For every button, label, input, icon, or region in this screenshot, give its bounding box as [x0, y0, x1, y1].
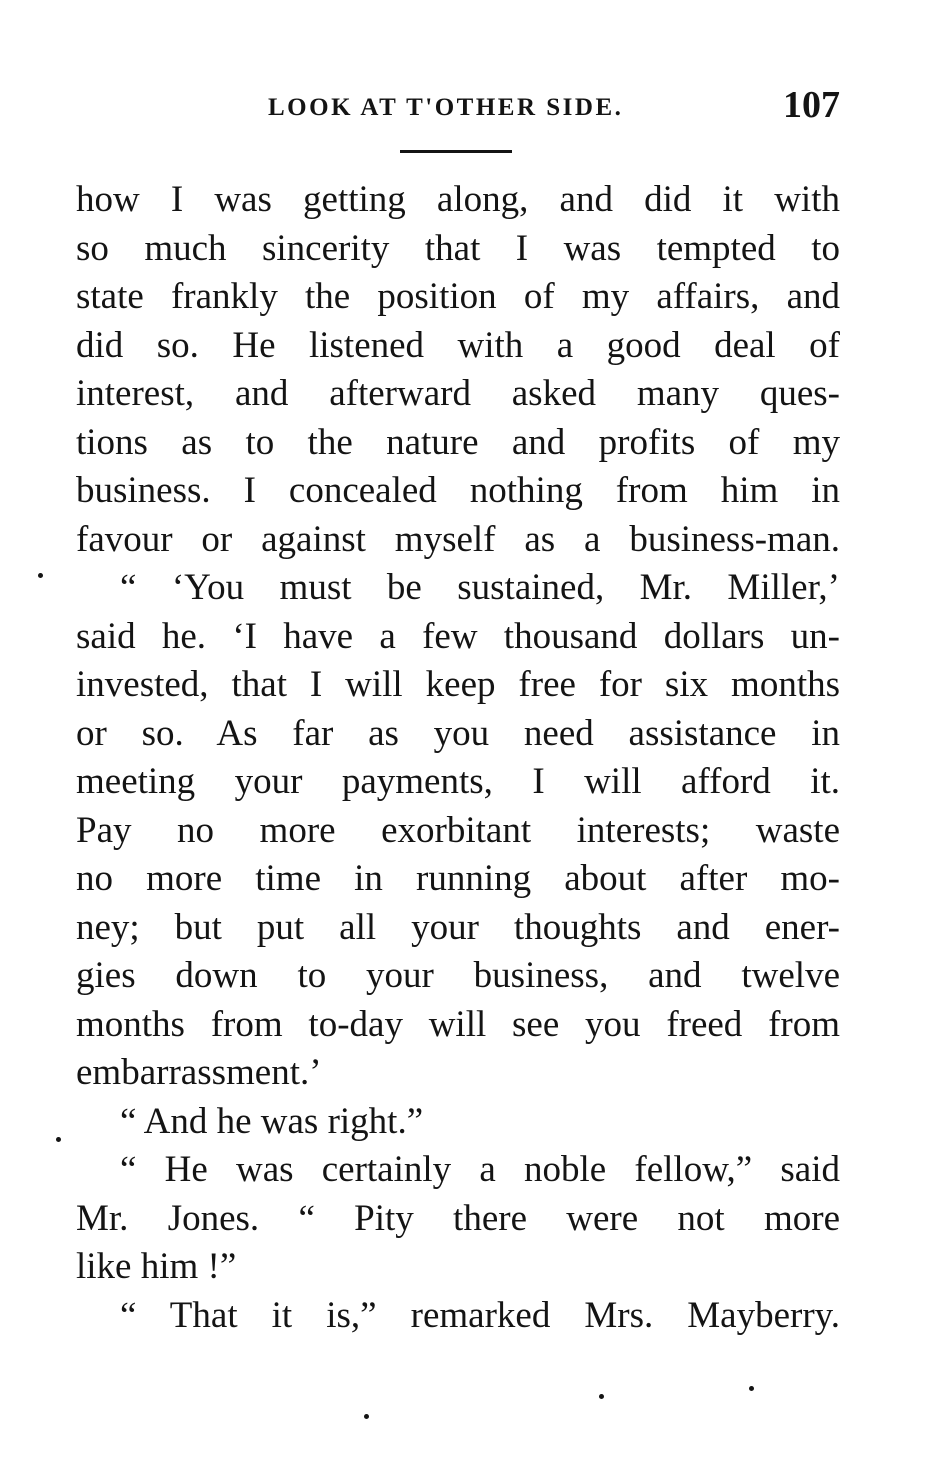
- text-line: said he. ‘I have a few thousand dollars un-: [76, 615, 840, 657]
- text-line: state frankly the position of my affairs, and: [76, 276, 840, 317]
- text-line: meeting your payments, I will afford it.: [76, 761, 840, 802]
- text-line: did so. He listened with a good deal of: [76, 324, 840, 366]
- body-text: [76, 176, 840, 1340]
- text-line: months from to-day will see you freed from: [76, 1003, 840, 1045]
- text-line: “ He was certainly a noble fellow,” said: [120, 1149, 840, 1190]
- page-header: [76, 86, 840, 130]
- text-line: or so. As far as you need assistance in: [76, 712, 840, 754]
- running-title: LOOK AT T'OTHER SIDE.: [268, 94, 624, 121]
- text-line: so much sincerity that I was tempted to: [76, 227, 840, 269]
- print-speck: [38, 573, 43, 578]
- text-line: “ And he was right.”: [120, 1100, 424, 1142]
- text-line: “ ‘You must be sustained, Mr. Miller,’: [120, 567, 840, 608]
- text-line: gies down to your business, and twelve: [76, 955, 840, 996]
- print-speck: [599, 1394, 604, 1399]
- print-speck: [56, 1137, 61, 1142]
- text-line: Pay no more exorbitant interests; waste: [76, 809, 840, 851]
- header-rule: [400, 150, 512, 153]
- text-line: Mr. Jones. “ Pity there were not more: [76, 1197, 840, 1239]
- text-line: business. I concealed nothing from him in: [76, 470, 840, 511]
- text-line: ney; but put all your thoughts and ener-: [76, 906, 840, 948]
- text-line: no more time in running about after mo-: [76, 858, 840, 899]
- text-line: tions as to the nature and profits of my: [76, 421, 840, 463]
- page-number: 107: [783, 84, 840, 126]
- text-line: how I was getting along, and did it with: [76, 179, 840, 220]
- print-speck: [749, 1386, 754, 1391]
- text-line: favour or against myself as a business-man.: [76, 518, 840, 560]
- text-line: “ That it is,” remarked Mrs. Mayberry.: [120, 1294, 840, 1336]
- text-line: interest, and afterward asked many ques-: [76, 373, 840, 414]
- print-speck: [364, 1414, 369, 1419]
- text-line: like him !”: [76, 1246, 237, 1287]
- text-line: embarrassment.’: [76, 1052, 322, 1093]
- text-line: invested, that I will keep free for six months: [76, 664, 840, 705]
